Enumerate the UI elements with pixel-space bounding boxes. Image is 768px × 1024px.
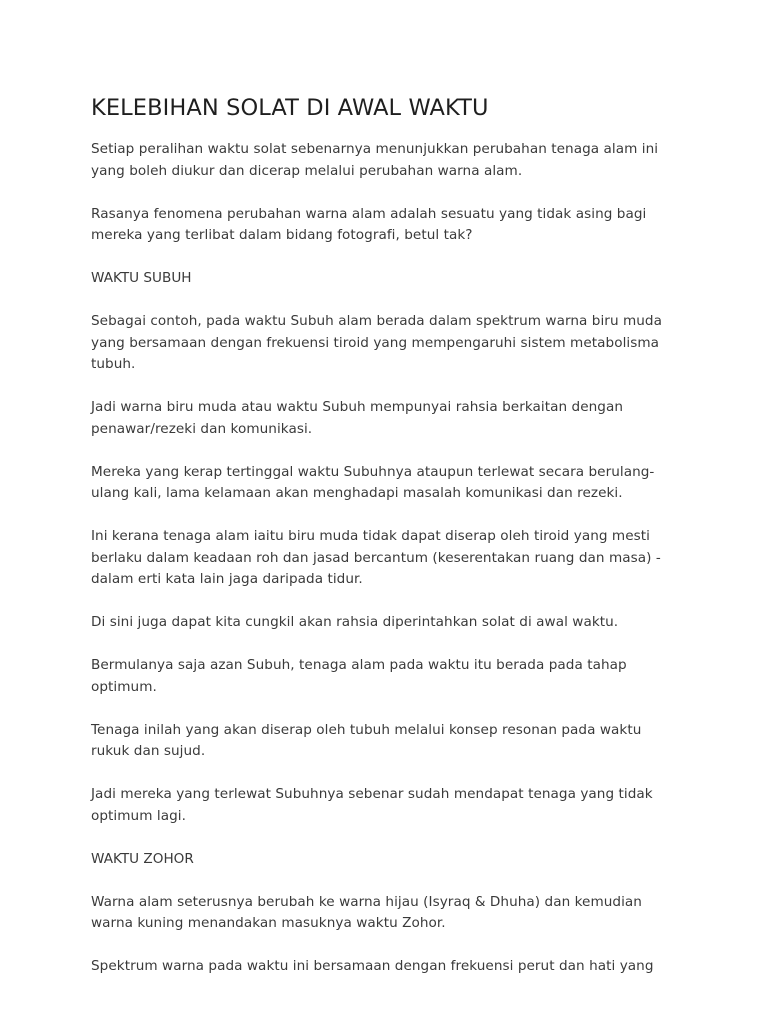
paragraph: Di sini juga dapat kita cungkil akan rahsia diperintahkan solat di awal waktu. <box>91 614 619 630</box>
paragraph: Jadi warna biru muda atau waktu Subuh mempunyai rahsia berkaitan dengan penawar/rezeki dan komunikasi. <box>91 399 624 437</box>
document-content <box>91 93 671 999</box>
section-heading-waktu-zohor: WAKTU ZOHOR <box>91 850 194 867</box>
paragraph: Sebagai contoh, pada waktu Subuh alam berada dalam spektrum warna biru muda yang bersamaan dengan frekuensi tiroid yang mempengaruhi sistem metabolisma tubuh. <box>91 313 662 372</box>
paragraph: Setiap peralihan waktu solat sebenarnya menunjukkan perubahan tenaga alam ini yang boleh diukur dan dicerap melalui perubahan warna alam. <box>91 141 659 179</box>
paragraph: Bermulanya saja azan Subuh, tenaga alam pada waktu itu berada pada tahap optimum. <box>91 657 627 695</box>
document-title: KELEBIHAN SOLAT DI AWAL WAKTU <box>91 95 489 121</box>
paragraph: Mereka yang kerap tertinggal waktu Subuhnya ataupun terlewat secara berulang-ulang kali, lama kelamaan akan menghadapi masalah komunikasi dan rezeki. <box>91 463 655 501</box>
paragraph: Rasanya fenomena perubahan warna alam adalah sesuatu yang tidak asing bagi mereka yang terlibat dalam bidang fotografi, betul tak? <box>91 205 647 243</box>
paragraph: Tenaga inilah yang akan diserap oleh tubuh melalui konsep resonan pada waktu rukuk dan sujud. <box>91 721 642 759</box>
paragraph: Spektrum warna pada waktu ini bersamaan dengan frekuensi perut dan hati yang <box>91 958 654 974</box>
section-heading-waktu-subuh: WAKTU SUBUH <box>91 270 192 286</box>
paragraph: Warna alam seterusnya berubah ke warna hijau (Isyraq & Dhuha) dan kemudian warna kuning menandakan masuknya waktu Zohor. <box>91 893 642 931</box>
paragraph: Jadi mereka yang terlewat Subuhnya sebenar sudah mendapat tenaga yang tidak optimum lagi. <box>91 786 653 824</box>
paragraph: Ini kerana tenaga alam iaitu biru muda tidak dapat diserap oleh tiroid yang mesti berlaku dalam keadaan roh dan jasad bercantum (keserentakan ruang dan masa) - dalam erti kata lain jaga daripada tidur. <box>91 528 661 587</box>
